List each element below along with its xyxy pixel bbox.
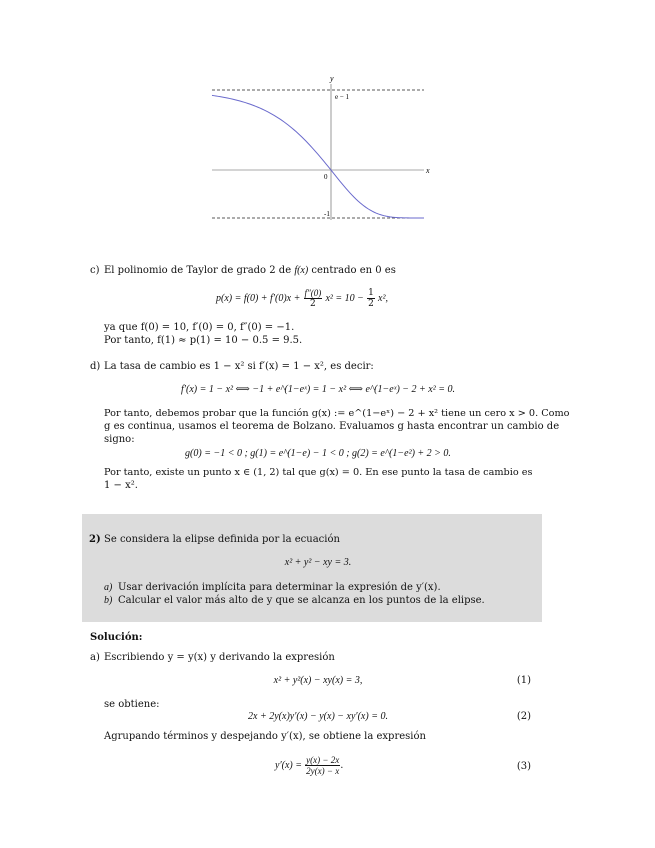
function-graph bbox=[0, 0, 655, 240]
problem-2-number: 2) bbox=[89, 534, 101, 545]
part-d-intro: La tasa de cambio es 1 − x² si f′(x) = 1 − x², es decir: bbox=[104, 361, 374, 372]
solution-a-label: a) bbox=[90, 652, 100, 663]
equation-3-period: . bbox=[340, 760, 344, 771]
taylor-eq-mid: x² = 10 − bbox=[325, 293, 364, 304]
part-c-intro bbox=[104, 265, 396, 278]
grouping-text: Agrupando términos y despejando y′(x), se obtiene la expresión bbox=[104, 731, 426, 742]
item-a-label: a) bbox=[104, 582, 113, 593]
part-d-p1-l1: Por tanto, debemos probar que la función g(x) := e^(1−eˣ) − 2 + x² tiene un cero x > 0. Como bbox=[104, 408, 570, 419]
part-d-p1-l3: signo: bbox=[104, 434, 135, 445]
equation-2: 2x + 2y(x)y′(x) − y(x) − xy′(x) = 0. bbox=[248, 711, 388, 722]
function-curve bbox=[212, 95, 424, 218]
part-c-intro-fx: f(x) bbox=[294, 265, 309, 276]
equation-1: x² + y²(x) − xy(x) = 3, bbox=[273, 675, 363, 686]
upper-asymptote-label: e − 1 bbox=[335, 93, 350, 101]
x-axis-label: x bbox=[426, 166, 430, 175]
part-c-line1: ya que f(0) = 10, f′(0) = 0, f″(0) = −1. bbox=[104, 322, 295, 333]
ellipse-equation: x² + y² − xy = 3. bbox=[284, 557, 352, 568]
solution-heading: Solución: bbox=[90, 632, 143, 643]
part-c-line2: Por tanto, f(1) ≈ p(1) = 10 − 0.5 = 9.5. bbox=[104, 335, 303, 346]
equation-3-number: (3) bbox=[516, 761, 531, 772]
item-b-label: b) bbox=[104, 595, 113, 606]
lower-asymptote-label: -1 bbox=[324, 210, 330, 218]
part-d-p1-l2: g es continua, usamos el teorema de Bolzano. Evaluamos g hasta encontrar un cambio de bbox=[104, 421, 560, 432]
taylor-eq-end: x², bbox=[378, 293, 388, 304]
item-b-text: Calcular el valor más alto de y que se alcanza en los puntos de la elipse. bbox=[118, 595, 485, 606]
part-d-label: d) bbox=[90, 361, 101, 372]
taylor-frac-2: $\frac{1}{2}$ bbox=[368, 288, 374, 309]
taylor-frac-1: $\frac{f''(0)}{2}$ bbox=[304, 288, 322, 309]
equation-1-number: (1) bbox=[516, 675, 531, 686]
solution-a-intro: Escribiendo y = y(x) y derivando la expresión bbox=[104, 652, 335, 663]
equation-3 bbox=[275, 755, 343, 776]
problem-2-statement: Se considera la elipse definida por la ecuación bbox=[104, 534, 340, 545]
taylor-eq-lhs: p(x) = f(0) + f′(0)x + bbox=[216, 293, 301, 304]
item-a-text: Usar derivación implícita para determinar la expresión de y′(x). bbox=[118, 582, 441, 593]
part-c-label: c) bbox=[90, 265, 100, 276]
equation-2-number: (2) bbox=[516, 711, 531, 722]
origin-label: 0 bbox=[324, 173, 328, 181]
taylor-equation bbox=[216, 288, 388, 309]
part-c-intro-a: El polinomio de Taylor de grado 2 de bbox=[104, 265, 292, 276]
part-d-p2-l2: 1 − x². bbox=[104, 480, 138, 491]
equation-3-lhs: y′(x) = bbox=[275, 760, 302, 771]
part-d-p2-l1: Por tanto, existe un punto x ∈ (1, 2) tal que g(x) = 0. En ese punto la tasa de cambio es bbox=[104, 467, 533, 478]
equation-3-fraction: $\frac{y(x) - 2x}{2y(x) - x}$ bbox=[306, 755, 340, 776]
part-c-intro-b: centrado en 0 es bbox=[311, 265, 396, 276]
obtains-text: se obtiene: bbox=[104, 699, 160, 710]
bolzano-evaluations: g(0) = −1 < 0 ; g(1) = e^(1−e) − 1 < 0 ; g(2) = e^(1−e²) + 2 > 0. bbox=[185, 448, 451, 459]
part-d-equation: f′(x) = 1 − x² ⟺ −1 + e^(1−eˣ) = 1 − x² ⟺ e^(1−eˣ) − 2 + x² = 0. bbox=[181, 384, 455, 395]
y-axis-label: y bbox=[330, 74, 334, 83]
